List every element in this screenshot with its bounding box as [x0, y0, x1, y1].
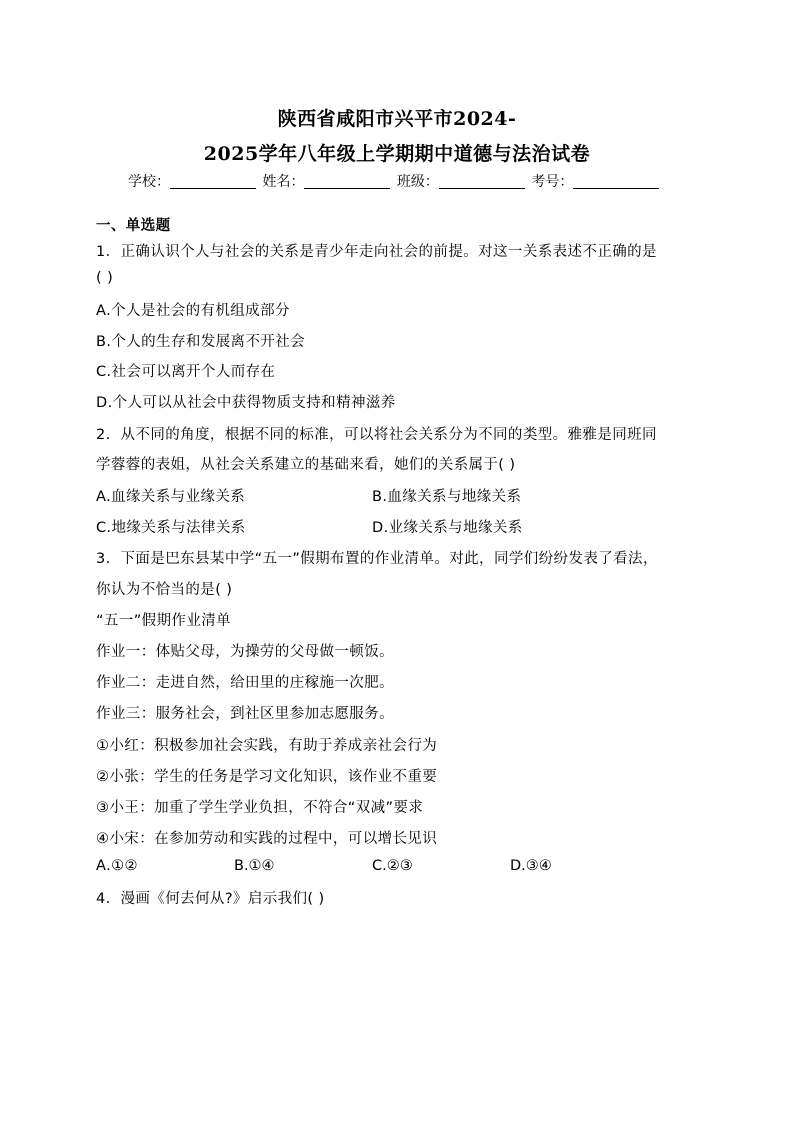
q3-option-b: B.①④ — [234, 858, 275, 874]
q1-option-a: A.个人是社会的有机组成部分 — [96, 303, 290, 319]
q3-opinion-3: ③小王：加重了学生学业负担，不符合“双减”要求 — [96, 800, 424, 816]
q3-list-title: “五一”假期作业清单 — [96, 613, 232, 629]
exam-title-line1: 陕西省咸阳市兴平市2024- — [277, 108, 517, 130]
class-label: 班级： — [396, 174, 439, 190]
q3-stem-line2: 你认为不恰当的是( ) — [96, 582, 233, 598]
q3-opinion-1: ①小红：积极参加社会实践，有助于养成亲社会行为 — [96, 738, 438, 754]
q1-option-c: C.社会可以离开个人而存在 — [96, 364, 276, 380]
q2-option-b: B.血缘关系与地缘关系 — [372, 489, 522, 505]
student-info-row — [128, 171, 661, 191]
q3-homework-2: 作业二：走进自然，给田里的庄稼施一次肥。 — [96, 675, 394, 691]
name-label: 姓名： — [262, 174, 305, 190]
q3-homework-3: 作业三：服务社会，到社区里参加志愿服务。 — [96, 706, 394, 722]
q1-option-d: D.个人可以从社会中获得物质支持和精神滋养 — [96, 395, 396, 411]
q1-stem-line2: ( ) — [96, 270, 114, 286]
q3-option-a: A.①② — [96, 858, 138, 874]
q2-option-d: D.业缘关系与地缘关系 — [372, 520, 523, 536]
q3-opinion-2: ②小张：学生的任务是学习文化知识，该作业不重要 — [96, 769, 438, 785]
q1-option-b: B.个人的生存和发展离不开社会 — [96, 334, 306, 350]
exam-title-line2: 2025学年八年级上学期期中道德与法治试卷 — [203, 143, 591, 165]
class-blank — [439, 174, 525, 189]
exam-number-label: 考号： — [531, 174, 574, 190]
school-blank — [170, 174, 256, 189]
q3-option-c: C.②③ — [372, 858, 413, 874]
q3-homework-1: 作业一：体贴父母，为操劳的父母做一顿饭。 — [96, 644, 394, 660]
q2-option-a: A.血缘关系与业缘关系 — [96, 489, 246, 505]
q2-stem-line1: 2．从不同的角度，根据不同的标准，可以将社会关系分为不同的类型。雅雅是同班同 — [96, 427, 657, 443]
school-label: 学校： — [128, 174, 170, 190]
name-blank — [304, 174, 390, 189]
q3-stem-line1: 3．下面是巴东县某中学“五一”假期布置的作业清单。对此，同学们纷纷发表了看法， — [96, 551, 658, 567]
q2-stem-line2: 学蓉蓉的表姐，从社会关系建立的基础来看，她们的关系属于( ) — [96, 457, 516, 473]
section-heading: 一、单选题 — [96, 218, 171, 234]
q4-stem-line1: 4．漫画《何去何从?》启示我们( ) — [96, 891, 325, 907]
q3-option-d: D.③④ — [510, 858, 552, 874]
exam-number-blank — [573, 174, 659, 189]
q3-opinion-4: ④小宋：在参加劳动和实践的过程中，可以增长见识 — [96, 831, 438, 847]
q2-option-c: C.地缘关系与法律关系 — [96, 520, 246, 536]
q1-stem-line1: 1．正确认识个人与社会的关系是青少年走向社会的前提。对这一关系表述不正确的是 — [96, 244, 657, 260]
